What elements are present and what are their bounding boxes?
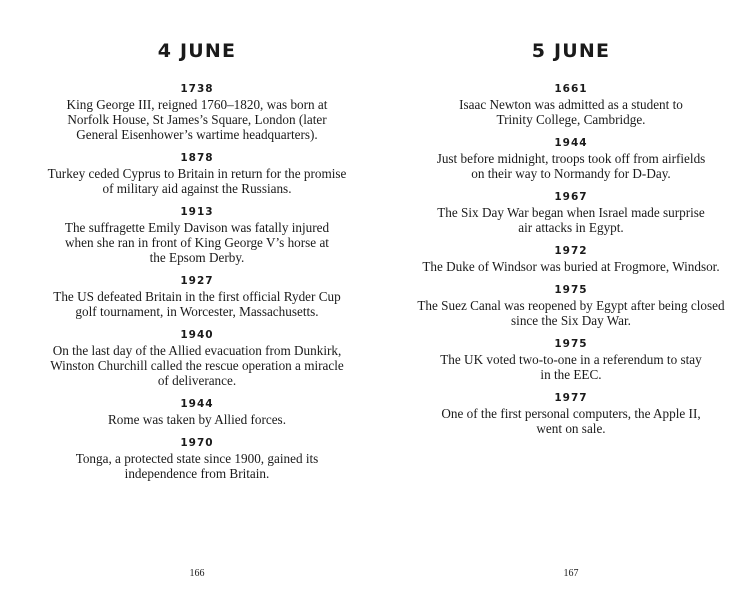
entry — [22, 398, 372, 427]
entry-line: The US defeated Britain in the first official Ryder Cup — [53, 289, 341, 304]
entry-year: 1970 — [180, 437, 214, 449]
entry-year: 1661 — [554, 83, 588, 95]
entry-line: Isaac Newton was admitted as a student to — [459, 97, 683, 112]
entry-line: the Epsom Derby. — [149, 250, 245, 265]
left-page — [22, 0, 372, 602]
entry-line: since the Six Day War. — [511, 313, 631, 328]
entry-year: 1940 — [180, 329, 214, 341]
entry — [22, 83, 372, 142]
entry-year: 1944 — [554, 137, 588, 149]
entry-text — [22, 289, 372, 319]
entry-text — [22, 220, 372, 265]
entry-text — [396, 406, 746, 436]
entry-line: golf tournament, in Worcester, Massachusetts. — [75, 304, 319, 319]
entry-text — [396, 298, 746, 328]
entry-year: 1878 — [180, 152, 214, 164]
entry-line: On the last day of the Allied evacuation from Dunkirk, — [52, 343, 342, 358]
entry — [22, 275, 372, 319]
entry-year: 1967 — [554, 191, 588, 203]
entry-line: air attacks in Egypt. — [518, 220, 624, 235]
entry-year: 1975 — [554, 284, 588, 296]
entry-year: 1944 — [180, 398, 214, 410]
entry-year: 1927 — [180, 275, 214, 287]
page-title: 4 JUNE — [157, 40, 237, 62]
entry — [396, 245, 746, 274]
entry-line: Winston Churchill called the rescue operation a miracle — [50, 358, 344, 373]
entry-line: King George III, reigned 1760–1820, was born at — [66, 97, 328, 112]
entry-year: 1977 — [554, 392, 588, 404]
entry-line: Trinity College, Cambridge. — [496, 112, 646, 127]
entry-text — [396, 205, 746, 235]
entry-line: The suffragette Emily Davison was fatally injured — [64, 220, 330, 235]
entry-text — [396, 352, 746, 382]
entry-text — [22, 97, 372, 142]
entry-line: Just before midnight, troops took off from airfields — [436, 151, 706, 166]
entry-year: 1913 — [180, 206, 214, 218]
entry-line: General Eisenhower’s wartime headquarters). — [76, 127, 318, 142]
entry-line: Norfolk House, St James’s Square, London (later — [67, 112, 327, 127]
entry-text — [396, 151, 746, 181]
entry — [22, 206, 372, 265]
entry — [396, 83, 746, 127]
entry-text — [396, 97, 746, 127]
entry-line: The Suez Canal was reopened by Egypt after being closed — [417, 298, 725, 313]
entry — [22, 329, 372, 388]
entry-line: The UK voted two-to-one in a referendum to stay — [440, 352, 702, 367]
entry-line: One of the first personal computers, the Apple II, — [441, 406, 701, 421]
entry-line: when she ran in front of King George V’s horse at — [65, 235, 329, 250]
entry — [396, 338, 746, 382]
entry-line: independence from Britain. — [124, 466, 270, 481]
right-page — [396, 0, 746, 602]
entry-text — [396, 259, 746, 274]
entry-text — [22, 166, 372, 196]
entry-list — [22, 83, 372, 491]
entry-line: Turkey ceded Cyprus to Britain in return for the promise — [47, 166, 347, 181]
entry-text — [22, 343, 372, 388]
entry-line: went on sale. — [536, 421, 606, 436]
entry-line: Rome was taken by Allied forces. — [108, 412, 286, 427]
entry-year: 1972 — [554, 245, 588, 257]
entry-year: 1738 — [180, 83, 214, 95]
entry — [396, 284, 746, 328]
entry-list — [396, 83, 746, 446]
entry-text — [22, 412, 372, 427]
entry-year: 1975 — [554, 338, 588, 350]
entry — [396, 392, 746, 436]
entry-line: The Six Day War began when Israel made surprise — [437, 205, 705, 220]
entry — [396, 191, 746, 235]
entry — [396, 137, 746, 181]
entry — [22, 437, 372, 481]
entry-line: on their way to Normandy for D-Day. — [471, 166, 671, 181]
page-number: 167 — [563, 568, 579, 579]
entry-line: The Duke of Windsor was buried at Frogmore, Windsor. — [422, 259, 720, 274]
entry-text — [22, 451, 372, 481]
entry-line: in the EEC. — [540, 367, 602, 382]
entry-line: of deliverance. — [157, 373, 237, 388]
entry — [22, 152, 372, 196]
entry-line: of military aid against the Russians. — [102, 181, 292, 196]
entry-line: Tonga, a protected state since 1900, gained its — [75, 451, 319, 466]
page-title: 5 JUNE — [531, 40, 611, 62]
page-number: 166 — [189, 568, 205, 579]
